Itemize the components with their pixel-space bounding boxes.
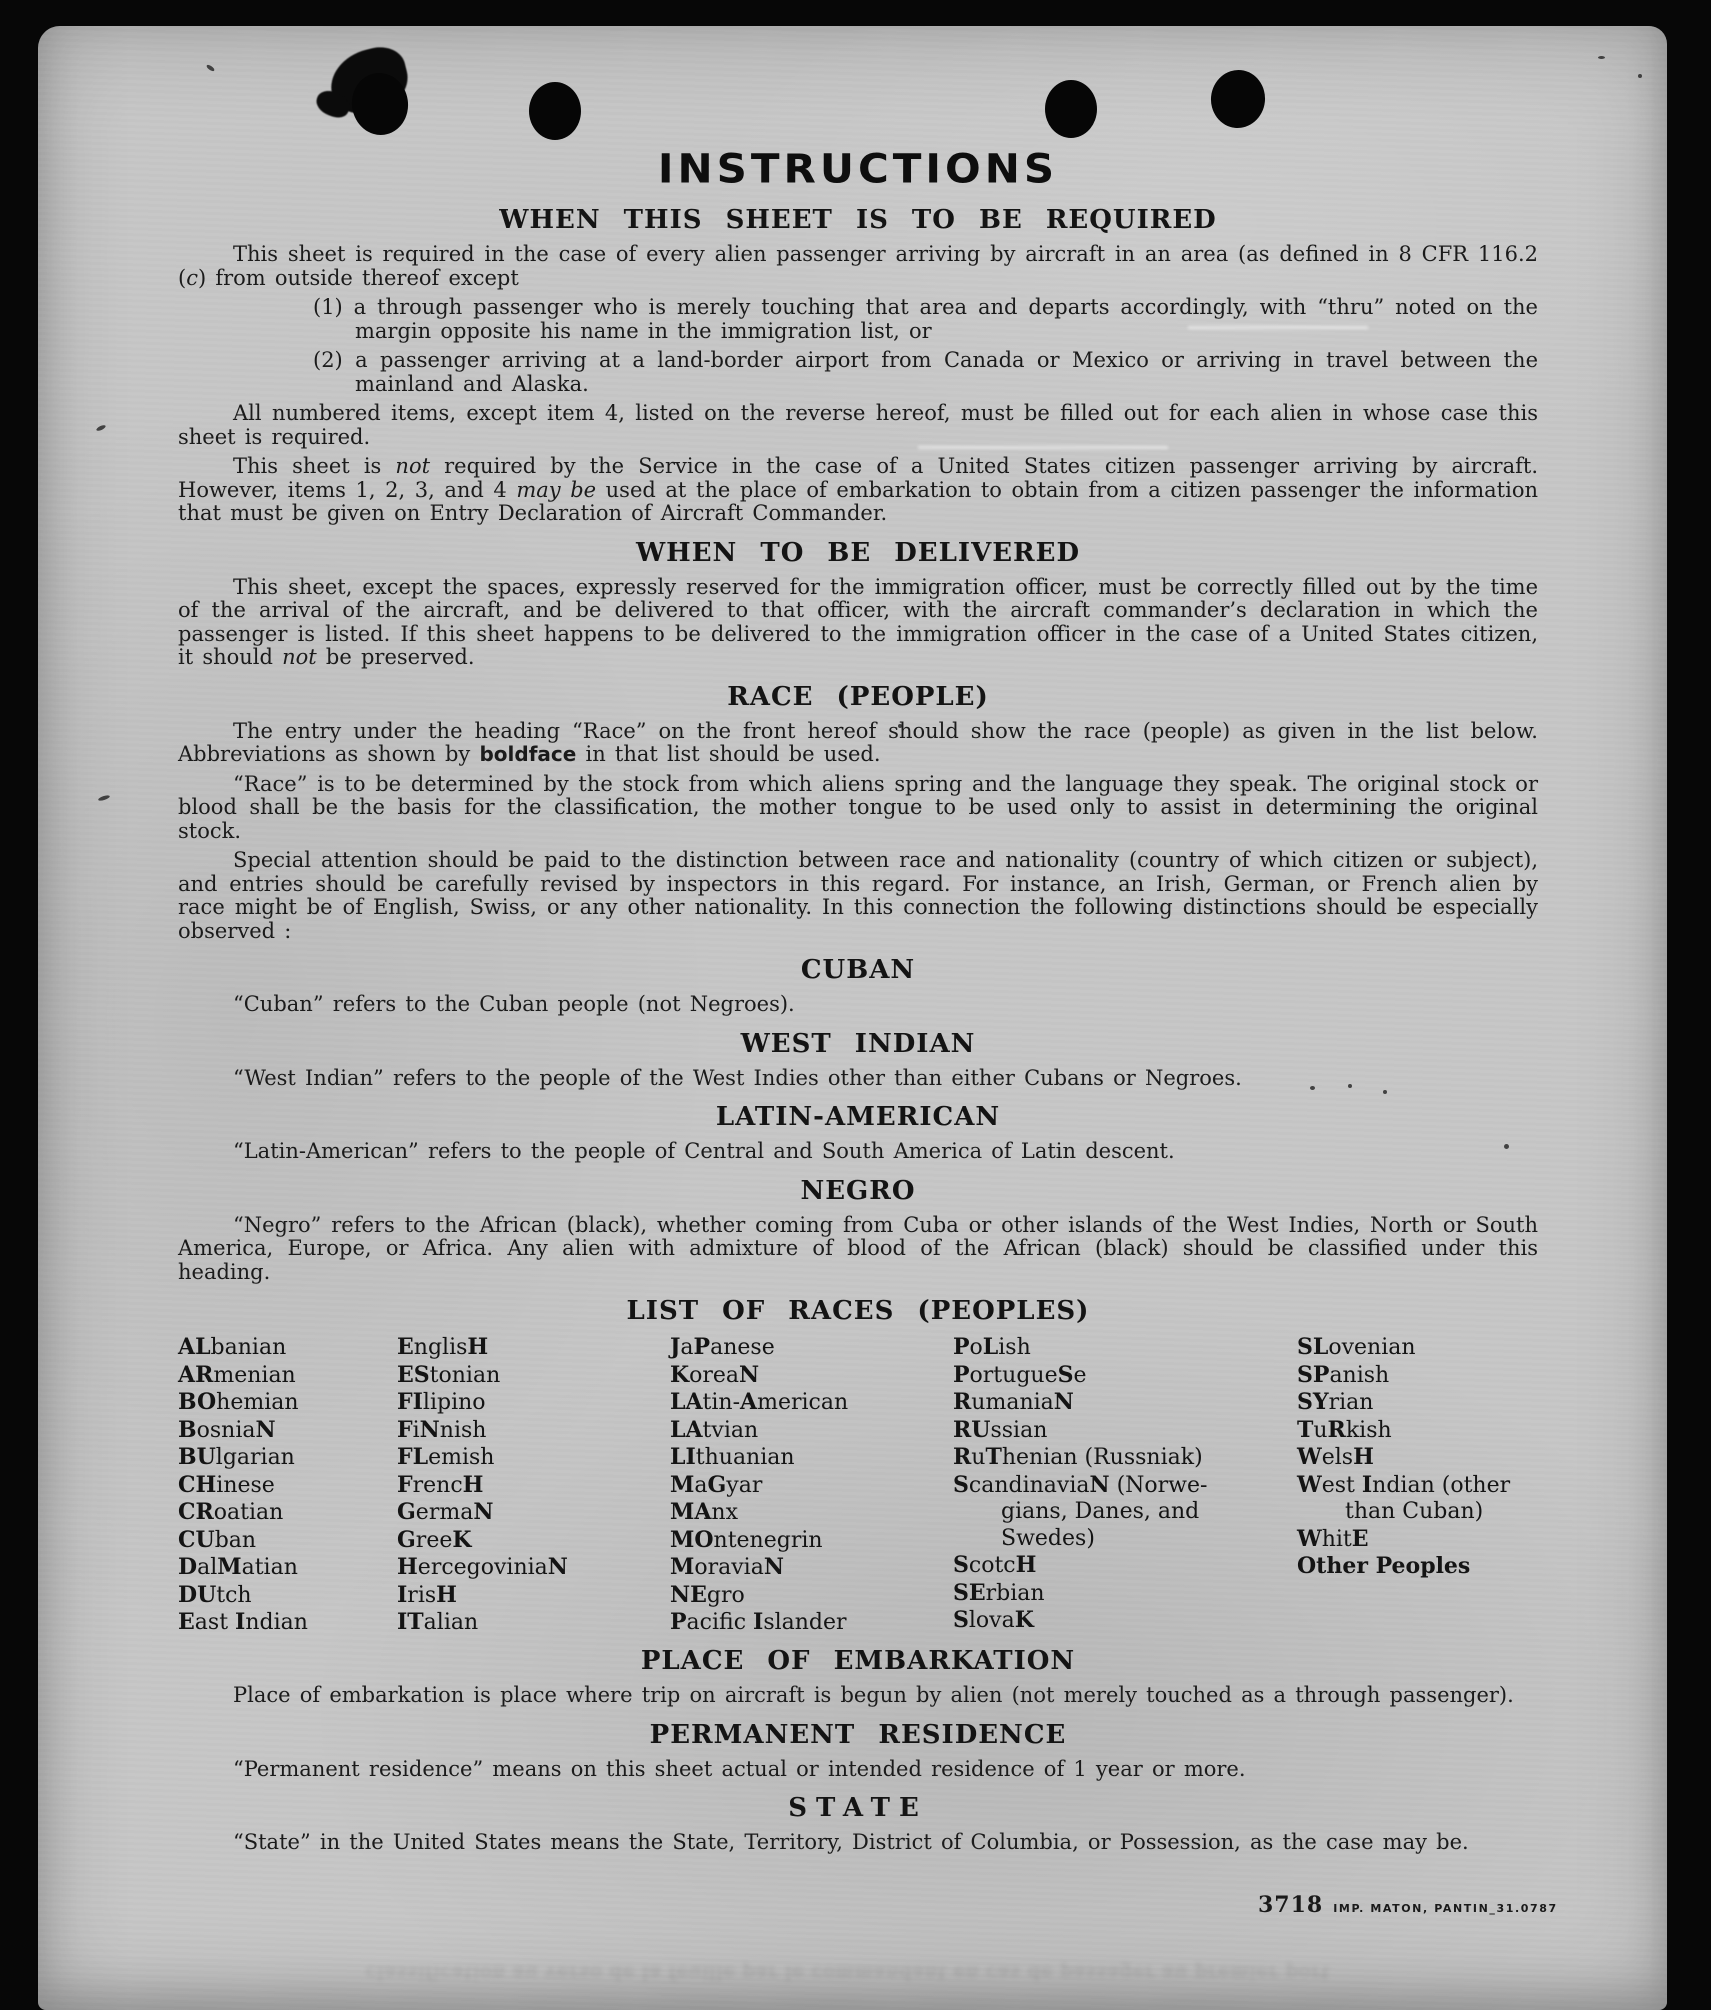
section-heading-when-delivered: WHEN TO BE DELIVERED — [635, 537, 1081, 568]
paragraph-cuban: “Cuban” refers to the Cuban people (not Negroes). — [233, 992, 795, 1016]
section-heading-negro: NEGRO — [800, 1175, 916, 1206]
race-item: MOntenegrin — [670, 1526, 823, 1553]
section-heading-state: STATE — [788, 1793, 928, 1823]
race-item: ScandinaviaN (Norwegians, Danes, and Swedes) — [953, 1471, 1208, 1551]
race-item: GermaN — [397, 1499, 494, 1525]
race-item: GreeK — [397, 1526, 472, 1553]
races-list — [178, 1334, 1538, 1634]
paragraph-latin-american: “Latin-American” refers to the people of Central and South America of Latin descent. — [233, 1139, 1175, 1163]
race-item: MaGyar — [670, 1471, 763, 1498]
race-item: ITalian — [397, 1609, 479, 1635]
race-item: East Indian — [178, 1609, 308, 1635]
race-item: RUssian — [953, 1416, 1048, 1443]
race-item: WelsH — [1297, 1444, 1374, 1470]
paragraph-embarkation: Place of embarkation is place where trip on aircraft is begun by alien (not merely touched as a through passenger). — [233, 1683, 1514, 1707]
section-heading-when-required: WHEN THIS SHEET IS TO BE REQUIRED — [499, 205, 1217, 235]
race-item: Other Peoples — [1297, 1553, 1471, 1579]
race-item: FrencH — [397, 1471, 484, 1498]
races-column-2 — [397, 1334, 661, 1637]
print-imprint — [1258, 1892, 1558, 1918]
race-item: CHinese — [178, 1471, 275, 1498]
section-heading-west-indian: WEST INDIAN — [740, 1028, 976, 1059]
paragraph-race-3: Special attention should be paid to the distinction between race and nationality (country of which citizen or subject), and entries should be carefully revised by inspectors in this regard. For instance, an Irish, German, or French alien by race might be of English, Swiss, or any other nationality. In this connection the following distinctions should be especially observed : — [178, 848, 1538, 943]
section-heading-embarkation: PLACE OF EMBARKATION — [640, 1646, 1076, 1676]
race-item: LIthuanian — [670, 1444, 795, 1470]
race-item: EStonian — [397, 1361, 501, 1388]
race-item: BUlgarian — [178, 1444, 295, 1470]
race-item: JaPanese — [670, 1334, 775, 1360]
scan-speck — [1638, 74, 1642, 78]
race-item: KoreaN — [670, 1361, 760, 1388]
race-item: FIlipino — [397, 1389, 486, 1415]
race-item: SPanish — [1297, 1361, 1390, 1388]
race-item: CUban — [178, 1526, 257, 1553]
race-item: MAnx — [670, 1499, 738, 1525]
race-item: CRoatian — [178, 1499, 284, 1525]
scan-speck — [96, 424, 107, 432]
race-item: LAtvian — [670, 1416, 759, 1443]
race-item: ScotcH — [953, 1552, 1037, 1578]
numbered-item-1: (1) a through passenger who is merely touching that area and departs accordingly, with “thru” noted on the margin opposite his name in the immigration list, or — [313, 295, 1538, 343]
race-item: FLemish — [397, 1444, 495, 1470]
paragraph-negro: “Negro” refers to the African (black), whether coming from Cuba or other islands of the West Indies, North or South America, Europe, or Africa. Any alien with admixture of blood of the African (black) should be classified under this heading. — [178, 1212, 1538, 1284]
race-item: West Indian (other than Cuban) — [1297, 1471, 1511, 1524]
bleed-through-text: classification au verso de la feuille par le commandant en cas de passager au premier port — [365, 1962, 1331, 1984]
race-item: TuRkish — [1297, 1416, 1392, 1443]
printer-name: IMP. MATON, PANTIN_31.0787 — [1333, 1902, 1558, 1915]
race-item: RuThenian (Russniak) — [953, 1444, 1203, 1470]
paragraph-west-indian: “West Indian” refers to the people of the West Indies other than either Cubans or Negroes. — [233, 1065, 1242, 1090]
race-item: SLovenian — [1297, 1334, 1416, 1360]
scan-speck — [98, 794, 111, 802]
race-item: PortugueSe — [953, 1361, 1087, 1388]
race-item: BosniaN — [178, 1416, 276, 1443]
race-item: FiNnish — [397, 1416, 487, 1443]
section-heading-race-people: RACE (PEOPLE) — [727, 681, 989, 712]
paragraph-residence: “Permanent residence” means on this sheet actual or intended residence of 1 year or more. — [233, 1756, 1246, 1781]
race-item: ALbanian — [178, 1334, 287, 1360]
race-item: ARmenian — [178, 1361, 296, 1388]
race-item: EnglisH — [397, 1334, 489, 1360]
section-heading-residence: PERMANENT RESIDENCE — [649, 1719, 1067, 1750]
race-item: SlovaK — [953, 1607, 1034, 1633]
print-code: 3718 — [1258, 1892, 1324, 1918]
paragraph-state: “State” in the United States means the State, Territory, District of Columbia, or Possession, as the case may be. — [233, 1830, 1469, 1854]
race-item: NEgro — [670, 1581, 745, 1608]
race-item: HercegoviniaN — [397, 1554, 568, 1580]
race-item: IrisH — [397, 1581, 457, 1608]
race-item: DUtch — [178, 1581, 252, 1608]
race-item: PoLish — [953, 1334, 1031, 1360]
paragraph-required-1: This sheet is required in the case of every alien passenger arriving by aircraft in an area (as defined in 8 CFR 116.2 (c) from outside thereof except — [178, 242, 1538, 290]
race-item: MoraviaN — [670, 1554, 784, 1580]
race-item: SYrian — [1297, 1389, 1374, 1415]
races-column-1 — [178, 1334, 393, 1637]
races-column-3 — [670, 1334, 948, 1637]
paragraph-race-1: The entry under the heading “Race” on the front hereof should show the race (people) as given in the list below. Abbreviations as shown by boldface in that list should be used. — [178, 718, 1538, 766]
paragraph-race-2: “Race” is to be determined by the stock from which aliens spring and the language they speak. The original stock or blood shall be the basis for the classification, the mother tongue to be used only to assist in determining the original stock. — [178, 771, 1538, 843]
scan-speck — [1598, 56, 1605, 59]
section-heading-cuban: CUBAN — [800, 955, 916, 985]
section-heading-latin-american: LATIN-AMERICAN — [715, 1102, 1001, 1132]
race-item: WhitE — [1297, 1525, 1369, 1552]
paragraph-required-3: This sheet is not required by the Service in the case of a United States citizen passenger arriving by aircraft. However, items 1, 2, 3, and 4 may be used at the place of embarkation to obtain from a citizen passenger the information that must be given on Entry Declaration of Aircraft Commander. — [178, 454, 1539, 525]
instructions-page — [178, 26, 1538, 1861]
page-title: INSTRUCTIONS — [657, 144, 1059, 193]
race-item: RumaniaN — [953, 1389, 1074, 1415]
race-item: LAtin-American — [670, 1389, 849, 1415]
numbered-item-2: (2) a passenger arriving at a land-border airport from Canada or Mexico or arriving in travel between the mainland and Alaska. — [313, 348, 1538, 396]
races-column-5 — [1297, 1334, 1539, 1581]
race-item: BOhemian — [178, 1389, 299, 1415]
section-heading-list-of-races: LIST OF RACES (PEOPLES) — [626, 1296, 1090, 1326]
race-item: Pacific Islander — [670, 1609, 847, 1635]
race-item: SErbian — [953, 1579, 1045, 1606]
paragraph-delivered-1: This sheet, except the spaces, expressly reserved for the immigration officer, must be correctly filled out by the time of the arrival of the aircraft, and be delivered to that officer, with the aircraft commander’s declaration in which the passenger is listed. If this sheet happens to be delivered to the immigration officer in the case of a United States citizen, it should not be preserved. — [178, 574, 1538, 669]
paragraph-required-2: All numbered items, except item 4, listed on the reverse hereof, must be filled out for each alien in whose case this sheet is required. — [178, 401, 1538, 449]
races-column-4 — [953, 1334, 1265, 1635]
race-item: DalMatian — [178, 1554, 298, 1580]
document-sheet — [38, 26, 1667, 2010]
